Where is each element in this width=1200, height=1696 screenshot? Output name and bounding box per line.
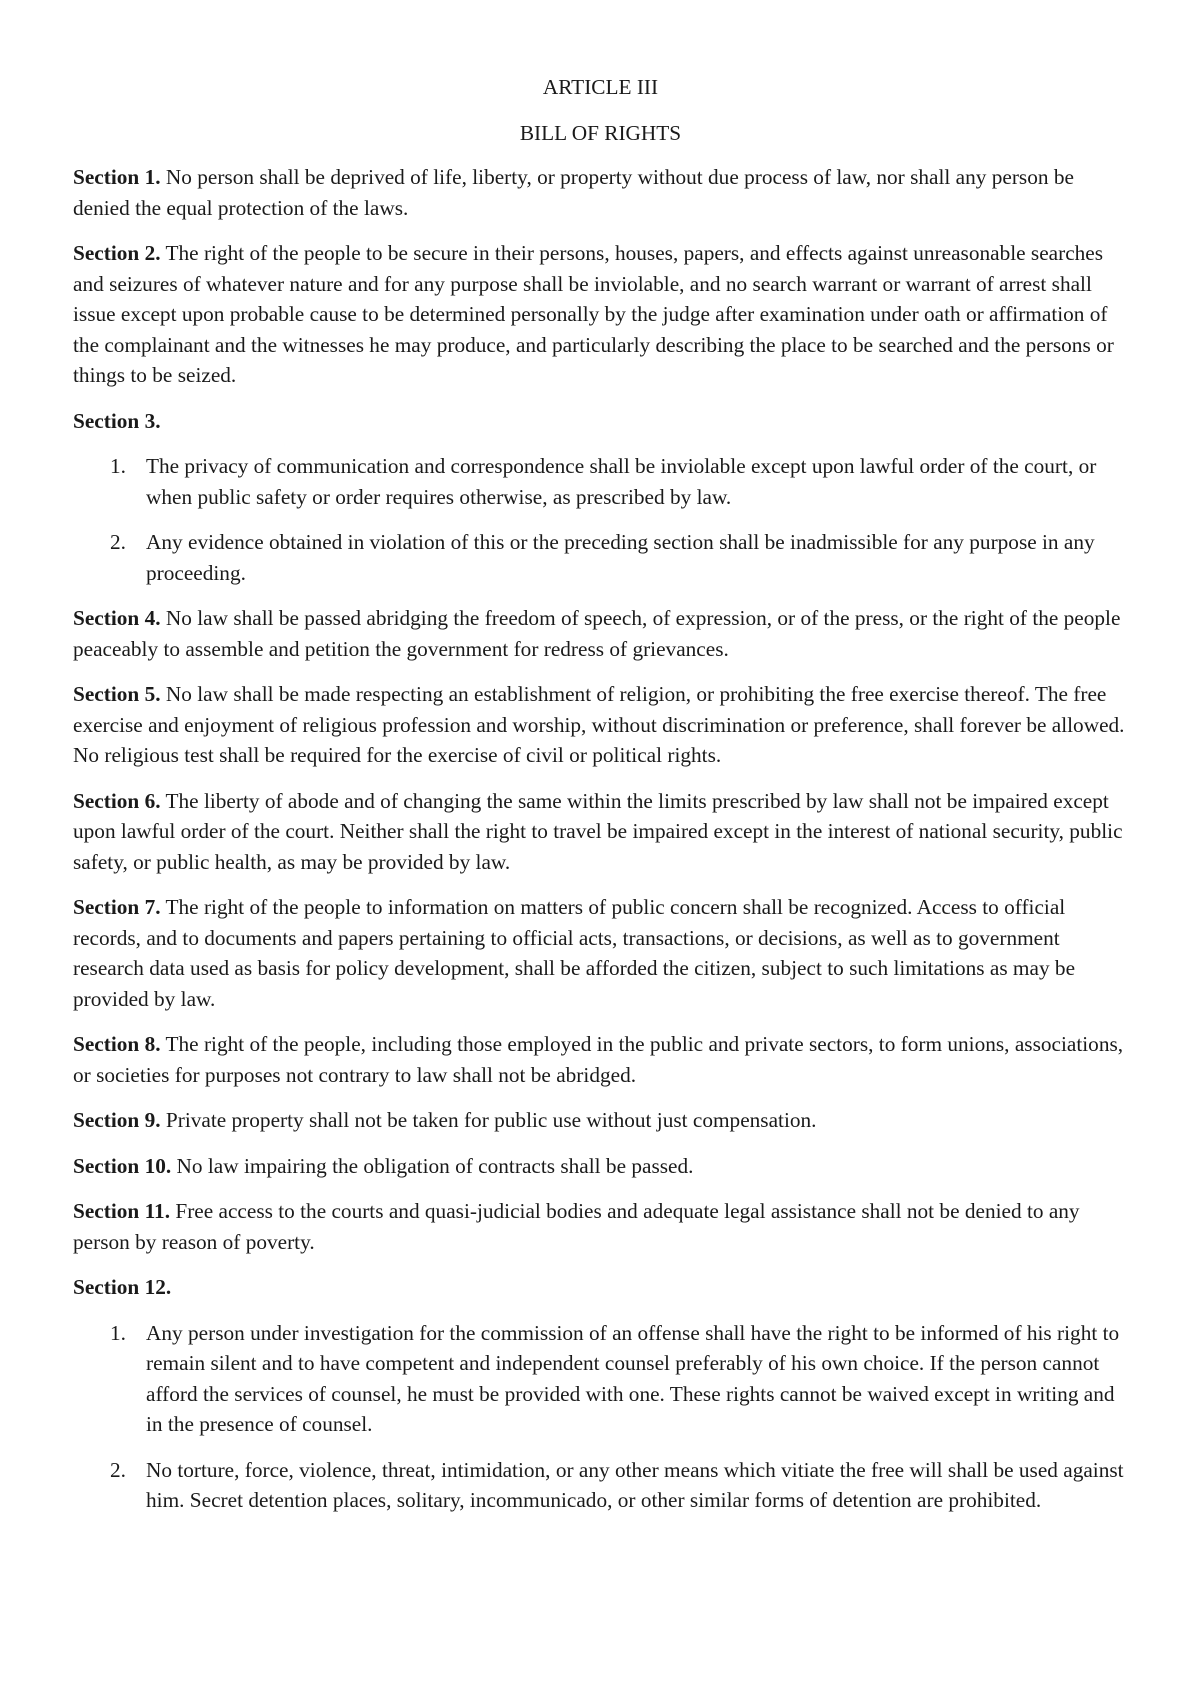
section-text: Free access to the courts and quasi-judicial bodies and adequate legal assistance shall not be denied to any person by reason of poverty. [73, 1199, 1080, 1254]
list-item [73, 527, 1128, 588]
section-9 [73, 1105, 1128, 1136]
section-text: No law shall be made respecting an establishment of religion, or prohibiting the free exercise thereof. The free exercise and enjoyment of religious profession and worship, without discrimination or preference, shall forever be allowed. No religious test shall be required for the exercise of civil or political rights. [73, 682, 1125, 767]
article-title: ARTICLE III [542, 75, 659, 99]
section-label: Section 9. [73, 1108, 161, 1132]
section-text: No person shall be deprived of life, liberty, or property without due process of law, nor shall any person be denied the equal protection of the laws. [73, 165, 1074, 220]
section-6 [73, 786, 1128, 878]
section-label: Section 7. [73, 895, 161, 919]
list-item-number: 1. [110, 1320, 126, 1345]
section-label: Section 6. [73, 788, 161, 813]
section-text: The right of the people, including those employed in the public and private sectors, to form unions, associations, or societies for purposes not contrary to law shall not be abridged. [73, 1032, 1124, 1087]
section-text: The right of the people to be secure in their persons, houses, papers, and effects against unreasonable searches and seizures of whatever nature and for any purpose shall be inviolable, and no search warrant or warrant of arrest shall issue except upon probable cause to be determined personally by the judge after examination under oath or affirmation of the complainant and the witnesses he may produce, and particularly describing the place to be searched and the persons or things to be seized. [73, 241, 1114, 387]
section-text: The liberty of abode and of changing the same within the limits prescribed by law shall not be impaired except upon lawful order of the court. Neither shall the right to travel be impaired except in the interest of national security, public safety, or public health, as may be provided by law. [73, 788, 1123, 874]
list-item-text: Any evidence obtained in violation of this or the preceding section shall be inadmissible for any purpose in any proceeding. [146, 530, 1095, 585]
section-label: Section 1. [73, 165, 161, 189]
section-label: Section 2. [73, 241, 161, 265]
list-item [73, 451, 1128, 512]
list-item-text: No torture, force, violence, threat, intimidation, or any other means which vitiate the free will shall be used against him. Secret detention places, solitary, incommunicado, or other similar forms of detention are prohibited. [146, 1457, 1124, 1512]
section-text: No law impairing the obligation of contracts shall be passed. [176, 1153, 694, 1178]
section-label: Section 5. [73, 682, 161, 706]
section-11 [73, 1196, 1128, 1257]
section-2 [73, 238, 1128, 391]
section-3 [73, 406, 1128, 589]
list-item-text: The privacy of communication and correspondence shall be inviolable except upon lawful order of the court, or when public safety or order requires otherwise, as prescribed by law. [146, 454, 1097, 509]
section-10 [73, 1151, 1128, 1182]
section-4 [73, 603, 1128, 664]
section-label: Section 3. [73, 408, 161, 433]
section-text: The right of the people to information on matters of public concern shall be recognized. Access to official records, and to documents and papers pertaining to official acts, transactions, or decisions, as well as to government research data used as basis for policy development, shall be afforded the citizen, subject to such limitations as may be provided by law. [73, 895, 1076, 1011]
list-item [73, 1318, 1128, 1440]
section-label: Section 10. [73, 1153, 172, 1178]
section-text: No law shall be passed abridging the freedom of speech, of expression, or of the press, or the right of the people peaceably to assemble and petition the government for redress of grievances. [73, 606, 1121, 661]
list-item-number: 2. [110, 530, 126, 554]
section-3-list [73, 451, 1128, 588]
section-7 [73, 892, 1128, 1014]
section-label: Section 8. [73, 1032, 161, 1056]
section-8 [73, 1029, 1128, 1090]
section-label: Section 11. [73, 1199, 171, 1223]
section-5 [73, 679, 1128, 771]
list-item-text: Any person under investigation for the commission of an offense shall have the right to be informed of his right to remain silent and to have competent and independent counsel preferably of his own choice. If the person cannot afford the services of counsel, he must be provided with one. These rights cannot be waived except in writing and in the presence of counsel. [146, 1320, 1120, 1436]
section-12 [73, 1272, 1128, 1516]
section-label: Section 12. [73, 1275, 172, 1299]
list-item-number: 2. [110, 1457, 126, 1482]
section-12-list [73, 1318, 1128, 1516]
section-text: Private property shall not be taken for public use without just compensation. [165, 1108, 817, 1132]
list-item-number: 1. [110, 454, 126, 478]
list-item [73, 1455, 1128, 1516]
bill-title: BILL OF RIGHTS [519, 120, 682, 145]
section-label: Section 4. [73, 606, 161, 630]
section-1 [73, 162, 1128, 223]
